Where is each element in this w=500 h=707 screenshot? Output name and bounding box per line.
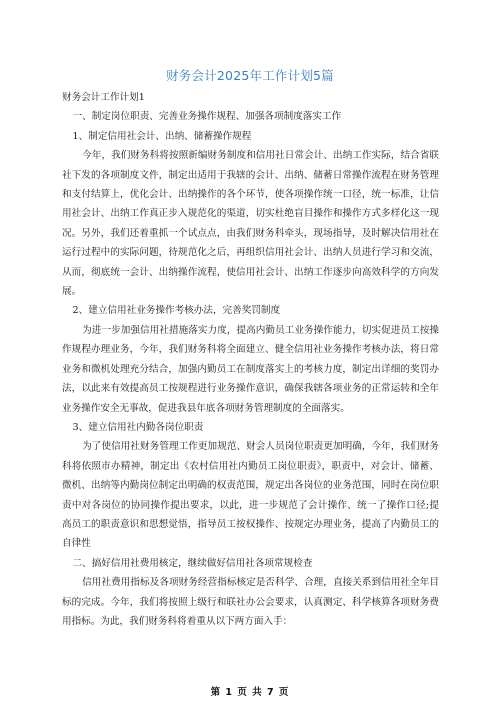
paragraph-1: 今年，我们财务科将按照新编财务制度和信用社日常会计、出纳工作实际，结合省联社下发的各项制度文件，制定出适用于我辖的会计、出纳、储蓄日常操作流程在财务管理和支付结算上，优化会计、出纳操作的各个环节，使各项操作统一口径，统一标准，让信用社会计、出纳工作真正步入规范化的渠道，切实杜绝盲目操作和操作方式多样化这一现况。另外，我们还着重抓一个试点点，由我们财务科牵头，现场指导，及时解决信用社在运行过程中的实际问题，待规范化之后，再组织信用社会计、出纳人员进行学习和交流，从而，彻底统一会计、出纳操作流程，使信用社会计、出纳工作逐步向高效科学的方向发展。	[62, 150, 439, 298]
heading-2: 二、搞好信用社费用核定，继续做好信用社各项常规检查	[72, 557, 313, 569]
paragraph-3: 为了使信用社财务管理工作更加规范、财会人员岗位职责更加明确，今年，我们财务科将依照市办精神，制定出《农村信用社内勤员工岗位职责》，职责中，对会计、储蓄、微机、出纳等内勤岗位制定出明确的权责范围，规定出各岗位的业务范围，同时在岗位职责中对各岗位的协同操作提出要求，以此，进一步规范了会计操作、统一了操作口径;提高员工的职责意识和思想觉悟，指导员工按权操作、按规定办理业务，提高了内勤员工的自律性	[62, 441, 439, 550]
heading-1-3: 3、建立信用社内勤各岗位职责	[72, 421, 204, 433]
document-title: 财务会计2025年工作计划5篇	[166, 68, 334, 83]
section-subtitle: 财务会计工作计划1	[62, 92, 145, 103]
heading-1: 一、制定岗位职责、完善业务操作规程、加强各项制度落实工作	[72, 111, 342, 123]
paragraph-4: 信用社费用指标及各项财务经营指标核定是否科学、合理，直接关系到信用社全年目标的完成。今年，我们将按照上级行和联社办公会要求，认真测定、科学核算各项财务费用指标。为此，我们财务科将着重从以下两方面入手：	[62, 577, 439, 627]
page-number: 第 1 页 共 7 页	[210, 687, 290, 698]
heading-1-2: 2、建立信用社业务操作考核办法，完善奖罚制度	[72, 305, 281, 317]
paragraph-2: 为进一步加强信用社措施落实力度，提高内勤员工业务操作能力，切实促进员工按操作规程办理业务，今年，我们财务科将全面建立、健全信用社业务操作考核办法，将日常业务和微机处理充分结合，加强内勤员工在制度落实上的考核力度，制定出详细的奖罚办法，以此来有效提高员工按规程进行业务操作意识，确保我辖各项业务的正常运转和全年业务操作安全无事故，促进我县年底各项财务管理制度的全面落实。	[62, 324, 439, 414]
heading-1-1: 1、制定信用社会计、出纳、储蓄操作规程	[72, 130, 252, 142]
document-body	[62, 88, 439, 631]
